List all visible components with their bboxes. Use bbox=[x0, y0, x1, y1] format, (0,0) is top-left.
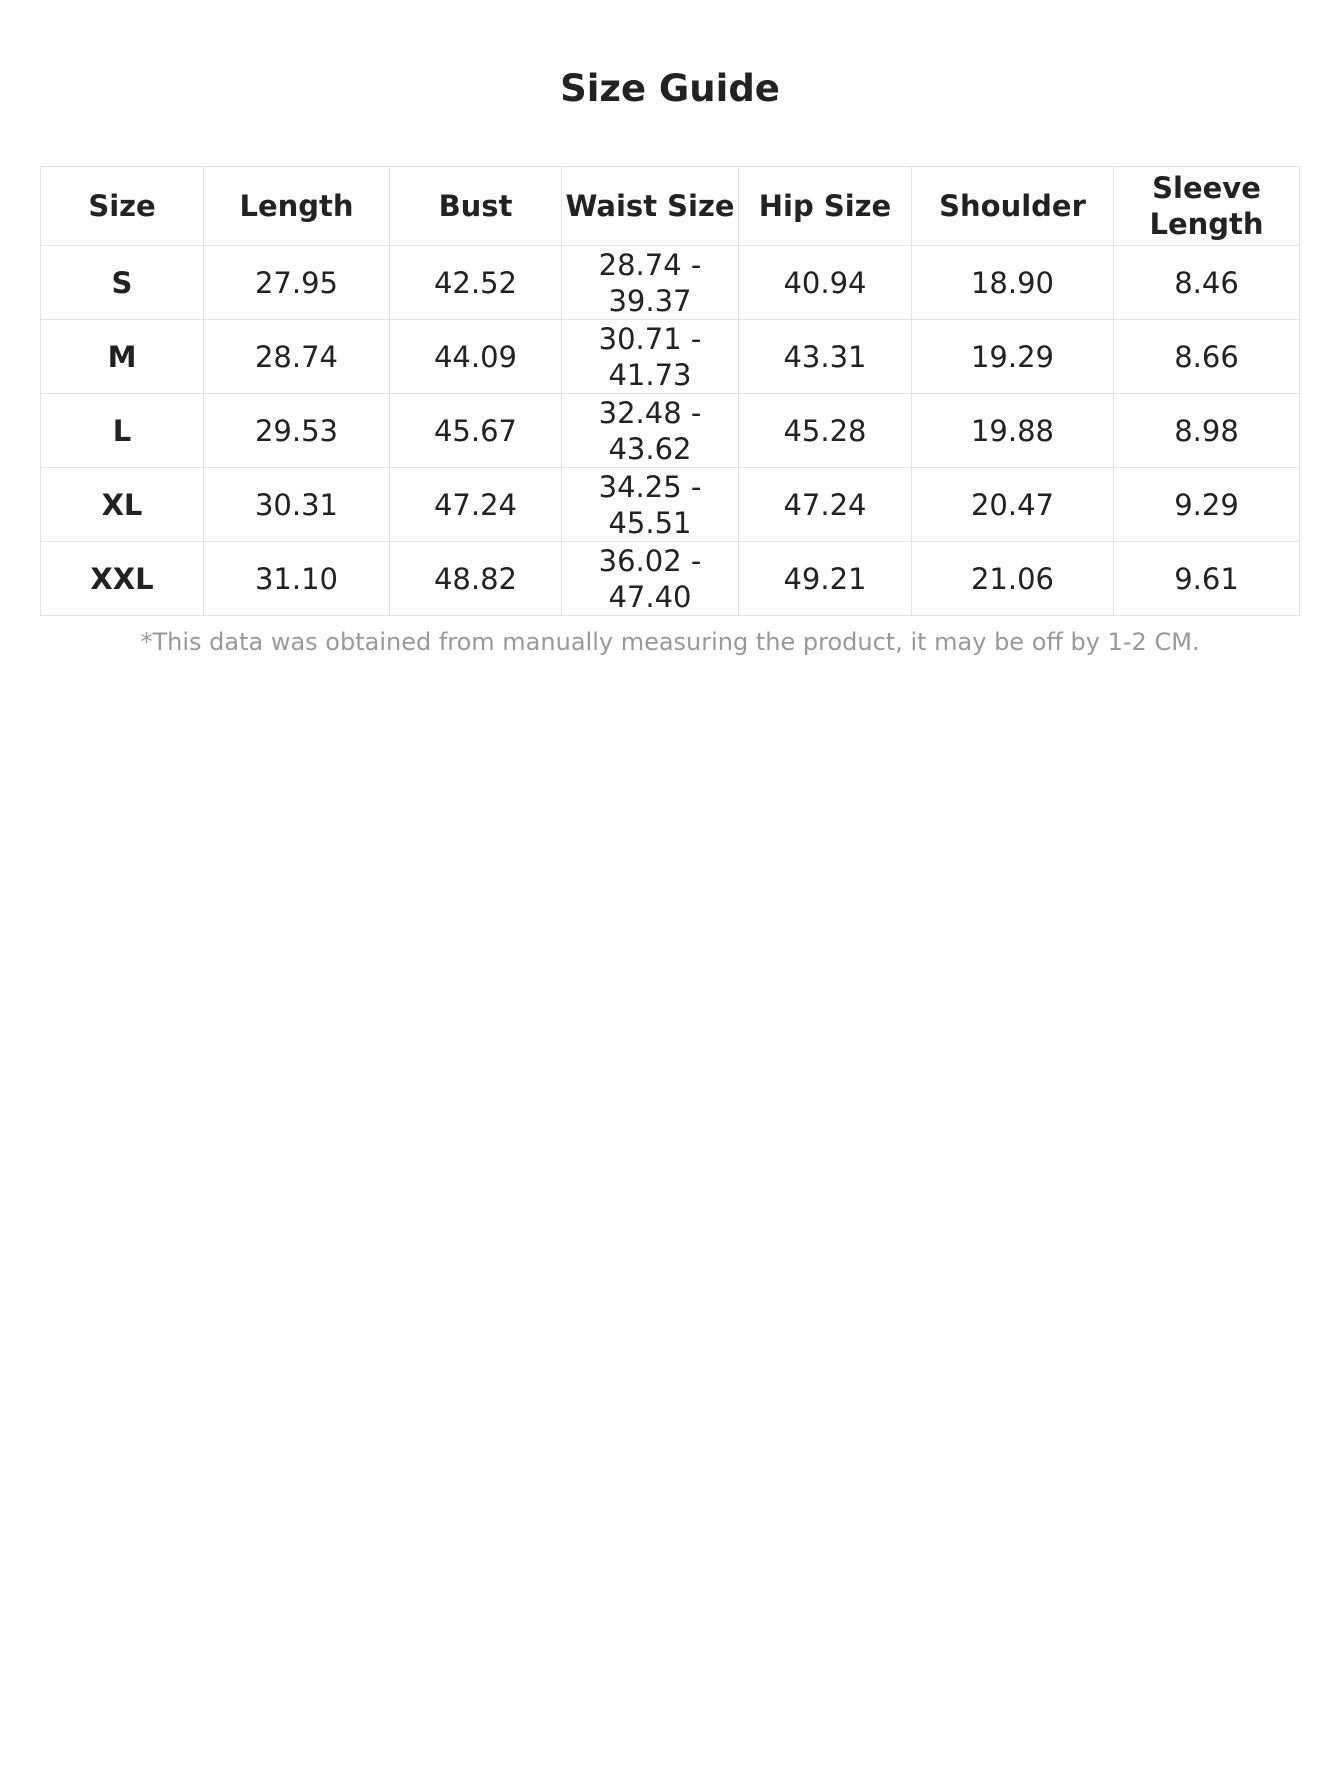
waist-size-cell: 28.74 - 39.37 bbox=[562, 246, 739, 320]
bust-cell: 44.09 bbox=[390, 320, 562, 394]
column-header-bust: Bust bbox=[390, 167, 562, 246]
shoulder-cell: 21.06 bbox=[912, 542, 1114, 616]
column-header-size: Size bbox=[41, 167, 204, 246]
shoulder-cell: 20.47 bbox=[912, 468, 1114, 542]
waist-size-cell: 34.25 - 45.51 bbox=[562, 468, 739, 542]
hip-size-cell: 40.94 bbox=[739, 246, 912, 320]
size-cell: XXL bbox=[41, 542, 204, 616]
bust-cell: 48.82 bbox=[390, 542, 562, 616]
length-cell: 28.74 bbox=[204, 320, 390, 394]
shoulder-cell: 19.88 bbox=[912, 394, 1114, 468]
column-header-sleeve-length: Sleeve Length bbox=[1114, 167, 1300, 246]
hip-size-cell: 49.21 bbox=[739, 542, 912, 616]
column-header-waist-size: Waist Size bbox=[562, 167, 739, 246]
length-cell: 31.10 bbox=[204, 542, 390, 616]
column-header-shoulder: Shoulder bbox=[912, 167, 1114, 246]
size-guide-table bbox=[40, 166, 1300, 616]
measurement-disclaimer: *This data was obtained from manually measuring the product, it may be off by 1-2 CM. bbox=[140, 628, 1200, 656]
column-header-hip-size: Hip Size bbox=[739, 167, 912, 246]
hip-size-cell: 45.28 bbox=[739, 394, 912, 468]
shoulder-cell: 19.29 bbox=[912, 320, 1114, 394]
size-cell: M bbox=[41, 320, 204, 394]
length-cell: 29.53 bbox=[204, 394, 390, 468]
table-row bbox=[41, 542, 1300, 616]
waist-size-cell: 30.71 - 41.73 bbox=[562, 320, 739, 394]
size-cell: S bbox=[41, 246, 204, 320]
sleeve-length-cell: 9.29 bbox=[1114, 468, 1300, 542]
waist-size-cell: 32.48 - 43.62 bbox=[562, 394, 739, 468]
table-row bbox=[41, 468, 1300, 542]
bust-cell: 42.52 bbox=[390, 246, 562, 320]
bust-cell: 45.67 bbox=[390, 394, 562, 468]
size-cell: XL bbox=[41, 468, 204, 542]
sleeve-length-cell: 8.66 bbox=[1114, 320, 1300, 394]
table-row bbox=[41, 246, 1300, 320]
bust-cell: 47.24 bbox=[390, 468, 562, 542]
column-header-length: Length bbox=[204, 167, 390, 246]
length-cell: 27.95 bbox=[204, 246, 390, 320]
hip-size-cell: 47.24 bbox=[739, 468, 912, 542]
waist-size-cell: 36.02 - 47.40 bbox=[562, 542, 739, 616]
size-cell: L bbox=[41, 394, 204, 468]
sleeve-length-cell: 9.61 bbox=[1114, 542, 1300, 616]
page-title: Size Guide bbox=[560, 67, 780, 110]
length-cell: 30.31 bbox=[204, 468, 390, 542]
table-header-row bbox=[41, 167, 1300, 246]
sleeve-length-cell: 8.46 bbox=[1114, 246, 1300, 320]
shoulder-cell: 18.90 bbox=[912, 246, 1114, 320]
hip-size-cell: 43.31 bbox=[739, 320, 912, 394]
table-row bbox=[41, 394, 1300, 468]
sleeve-length-cell: 8.98 bbox=[1114, 394, 1300, 468]
table-row bbox=[41, 320, 1300, 394]
